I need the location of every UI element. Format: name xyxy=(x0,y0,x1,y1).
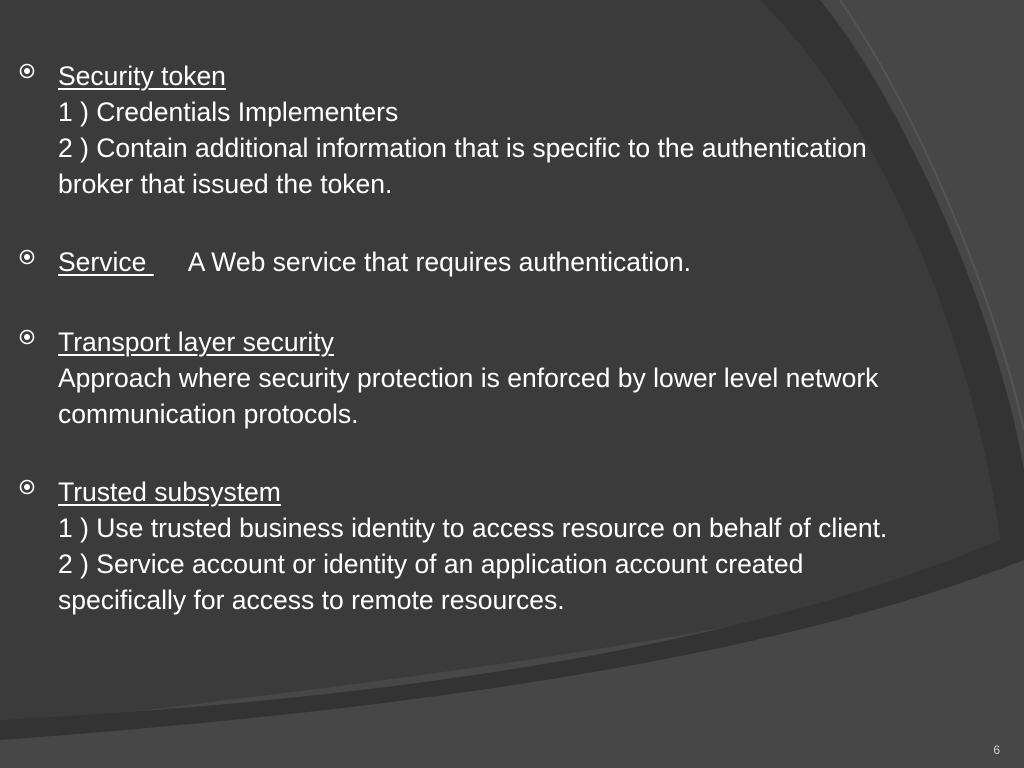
bullet-text xyxy=(58,474,998,618)
detail-line: specifically for access to remote resources. xyxy=(58,585,565,615)
detail-line: 1 ) Use trusted business identity to access resource on behalf of client. xyxy=(58,513,888,543)
bullet-text xyxy=(58,244,998,280)
detail-line: broker that issued the token. xyxy=(58,169,393,199)
detail-line: 2 ) Contain additional information that is specific to the authentication xyxy=(58,133,867,163)
term-security-token: Security token xyxy=(58,61,226,91)
bullet-text xyxy=(58,324,998,432)
circled-dot-icon xyxy=(19,329,35,345)
circled-dot-icon xyxy=(19,249,35,265)
circled-dot-icon xyxy=(19,63,35,79)
detail-line: 1 ) Credentials Implementers xyxy=(58,97,399,127)
circled-dot-icon xyxy=(19,479,35,495)
term-service: Service xyxy=(58,247,154,277)
term-transport-layer-security: Transport layer security xyxy=(58,327,334,357)
detail-line: communication protocols. xyxy=(58,399,359,429)
detail-line: Approach where security protection is enforced by lower level network xyxy=(58,363,879,393)
term-trusted-subsystem: Trusted subsystem xyxy=(58,477,281,507)
page-number: 6 xyxy=(993,743,1000,757)
detail-line: 2 ) Service account or identity of an application account created xyxy=(58,549,804,579)
bullet-text xyxy=(58,58,998,202)
service-definition: A Web service that requires authentication. xyxy=(187,247,692,277)
